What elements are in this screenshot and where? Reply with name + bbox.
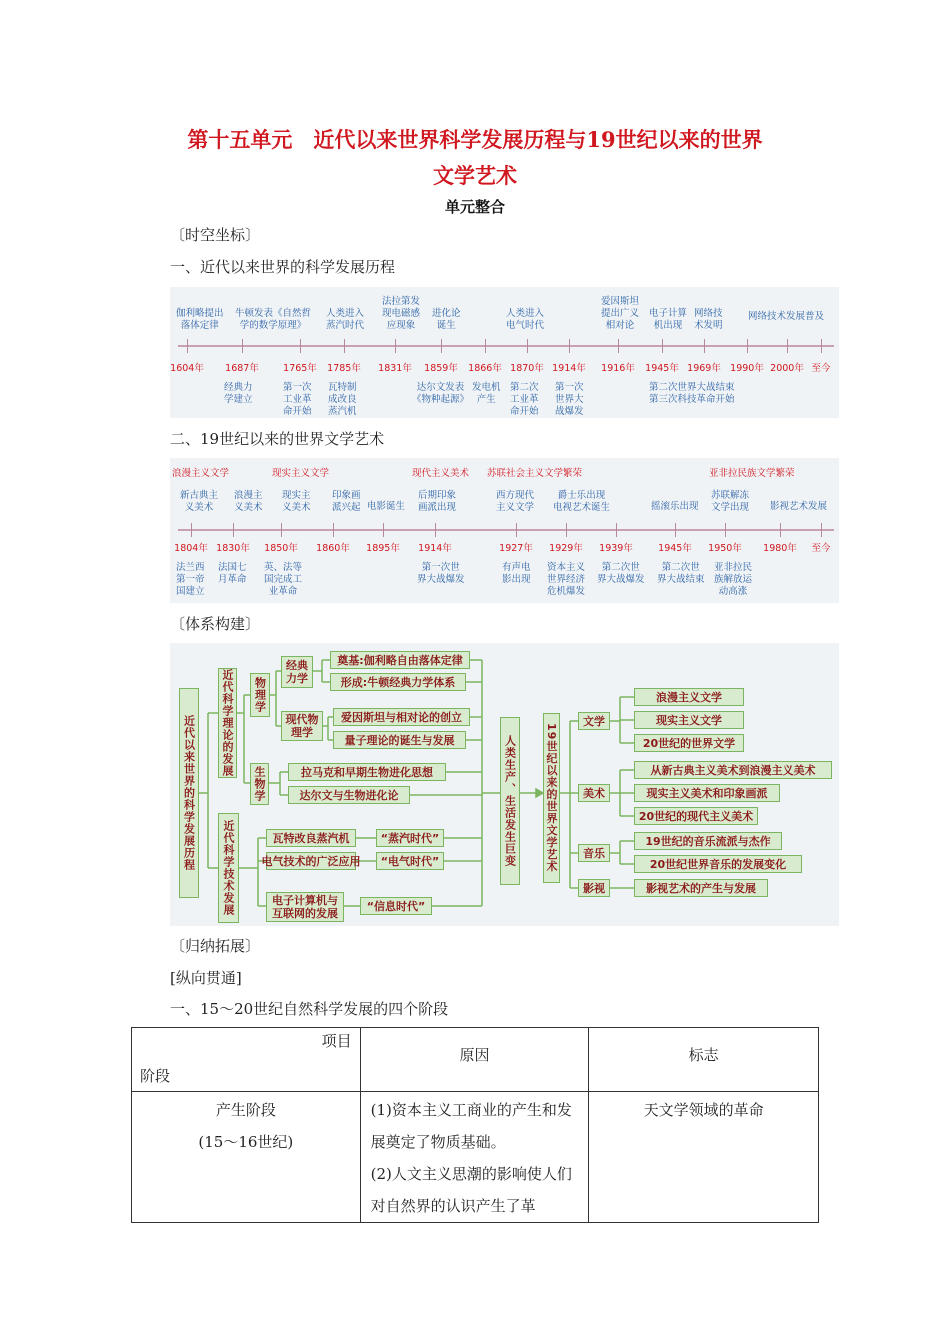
section-four-stages: 一、15～20世纪自然科学发展的四个阶段 bbox=[170, 1000, 449, 1018]
timeline-event-bottom: 第一次世 界大战爆发 bbox=[417, 562, 465, 585]
diagram-film-art: 影视艺术的产生与发展 bbox=[634, 879, 768, 897]
timeline-tick bbox=[569, 339, 570, 353]
timeline-year: 至今 bbox=[811, 363, 831, 374]
diagram-modernist-art: 20世纪的现代主义美术 bbox=[634, 807, 758, 825]
system-diagram bbox=[170, 643, 839, 926]
timeline-event-top: 伽利略提出 落体定律 bbox=[176, 308, 224, 331]
timeline-event-bottom: 第二次世界大战结束 第三次科技革命开始 bbox=[649, 382, 735, 405]
timeline-event-bottom: 瓦特制 成改良 蒸汽机 bbox=[328, 382, 357, 417]
table-header-stage: 阶段 bbox=[140, 1067, 171, 1085]
timeline-year: 1969年 bbox=[687, 363, 721, 374]
timeline-axis bbox=[178, 345, 834, 347]
section-shikong: 〔时空坐标〕 bbox=[170, 226, 261, 244]
timeline-event-top: 西方现代 主义文学 bbox=[496, 490, 535, 513]
diagram-20c-music: 20世纪世界音乐的发展变化 bbox=[634, 855, 802, 873]
reason-1: (1)资本主义工商业的产生和发展奠定了物质基础。 bbox=[370, 1101, 572, 1151]
diagram-lamarck: 拉马克和早期生物进化思想 bbox=[288, 763, 446, 781]
stage-name: 产生阶段 bbox=[215, 1101, 276, 1119]
table-row bbox=[132, 1092, 819, 1223]
diagram-neoclassical-art: 从新古典主义美术到浪漫主义美术 bbox=[634, 761, 832, 779]
timeline-tick bbox=[662, 339, 663, 353]
diagram-steam-age: “蒸汽时代” bbox=[376, 829, 444, 847]
timeline-event-top: 新古典主 义美术 bbox=[180, 490, 219, 513]
timeline-category: 浪漫主义文学 bbox=[172, 468, 230, 479]
timeline-year: 1831年 bbox=[378, 363, 412, 374]
timeline-tick bbox=[675, 523, 676, 537]
diagram-electric-age: “电气时代” bbox=[376, 852, 444, 870]
timeline-tick bbox=[441, 339, 442, 353]
timeline-event-top: 现实主 义美术 bbox=[282, 490, 311, 513]
section-guina: 〔归纳拓展〕 bbox=[170, 937, 261, 955]
literature-art-timeline bbox=[170, 458, 839, 603]
timeline-tick bbox=[527, 339, 528, 353]
timeline-event-top: 牛顿发表《自然哲 学的数学原理》 bbox=[235, 308, 312, 331]
diagram-watt: 瓦特改良蒸汽机 bbox=[266, 829, 356, 847]
timeline-event-top: 印象画 派兴起 bbox=[332, 490, 361, 513]
timeline-event-bottom: 第一次 世界大 战爆发 bbox=[555, 382, 584, 417]
timeline-tick bbox=[300, 339, 301, 353]
timeline-year: 1604年 bbox=[170, 363, 204, 374]
timeline-tick bbox=[281, 523, 282, 537]
timeline-event-top: 网络技 术发明 bbox=[694, 308, 723, 331]
timeline-tick bbox=[821, 523, 822, 537]
timeline-event-top: 人类进入 电气时代 bbox=[506, 308, 545, 331]
diagram-quantum: 量子理论的诞生与发展 bbox=[333, 731, 466, 749]
timeline-event-top: 摇滚乐出现 bbox=[651, 501, 699, 512]
timeline-tick bbox=[566, 523, 567, 537]
section-zongxiang: [纵向贯通] bbox=[170, 969, 242, 987]
timeline-year: 1860年 bbox=[316, 543, 350, 554]
timeline-event-top: 浪漫主 义美术 bbox=[234, 490, 263, 513]
timeline-event-top: 人类进入 蒸汽时代 bbox=[326, 308, 365, 331]
timeline-year: 1916年 bbox=[601, 363, 635, 374]
diagram-einstein: 爱因斯坦与相对论的创立 bbox=[333, 708, 470, 726]
timeline-tick bbox=[333, 523, 334, 537]
timeline-year: 1866年 bbox=[468, 363, 502, 374]
diagram-root-science: 近代以来世界的科学发展历程 bbox=[179, 688, 199, 898]
timeline-year: 1914年 bbox=[418, 543, 452, 554]
stages-table bbox=[131, 1027, 819, 1223]
timeline-category: 亚非拉民族文学繁荣 bbox=[709, 468, 795, 479]
timeline-event-bottom: 第二次 工业革 命开始 bbox=[510, 382, 539, 417]
timeline-year: 1765年 bbox=[283, 363, 317, 374]
timeline-event-top: 后期印象 画派出现 bbox=[418, 490, 457, 513]
timeline-event-bottom: 达尔文发表 《物种起源》 bbox=[412, 382, 470, 405]
timeline-category: 现代主义美术 bbox=[412, 468, 470, 479]
timeline-year: 1895年 bbox=[366, 543, 400, 554]
timeline-event-bottom: 法兰西 第一帝 国建立 bbox=[176, 562, 205, 597]
timeline-tick bbox=[485, 339, 486, 353]
timeline-tick bbox=[395, 339, 396, 353]
timeline-year: 1859年 bbox=[424, 363, 458, 374]
timeline-year: 1804年 bbox=[174, 543, 208, 554]
timeline-event-top: 法拉第发 现电磁感 应现象 bbox=[382, 296, 421, 331]
diagram-realist-lit: 现实主义文学 bbox=[634, 711, 744, 729]
timeline-event-bottom: 亚非拉民 族解放运 动高涨 bbox=[714, 562, 753, 597]
diagram-info-age: “信息时代” bbox=[360, 897, 432, 915]
timeline-year: 1914年 bbox=[552, 363, 586, 374]
timeline-year: 1785年 bbox=[327, 363, 361, 374]
timeline-tick bbox=[383, 523, 384, 537]
timeline-category: 苏联社会主义文学繁荣 bbox=[487, 468, 583, 479]
diagram-literature: 文学 bbox=[578, 712, 610, 730]
timeline-event-bottom: 资本主义 世界经济 危机爆发 bbox=[547, 562, 586, 597]
timeline-event-top: 电影诞生 bbox=[367, 501, 406, 512]
timeline-event-bottom: 经典力 学建立 bbox=[224, 382, 253, 405]
diagram-root-literature-art: 19世纪以来的世界文学艺术 bbox=[543, 713, 560, 883]
table-header-diagonal bbox=[132, 1028, 361, 1092]
timeline-year: 1939年 bbox=[599, 543, 633, 554]
timeline-year: 1980年 bbox=[763, 543, 797, 554]
timeline-year: 1687年 bbox=[225, 363, 259, 374]
timeline-event-top: 爱因斯坦 提出广义 相对论 bbox=[601, 296, 640, 331]
diagram-19c-music: 19世纪的音乐流派与杰作 bbox=[634, 832, 782, 850]
timeline-tick bbox=[780, 523, 781, 537]
diagram-20c-lit: 20世纪的世界文学 bbox=[634, 734, 744, 752]
timeline-category: 现实主义文学 bbox=[272, 468, 330, 479]
timeline-tick bbox=[787, 339, 788, 353]
timeline-year: 1870年 bbox=[510, 363, 544, 374]
timeline-tick bbox=[516, 523, 517, 537]
timeline-year: 1929年 bbox=[549, 543, 583, 554]
timeline-year: 1927年 bbox=[499, 543, 533, 554]
timeline-year: 1830年 bbox=[216, 543, 250, 554]
reason-2: (2)人文主义思潮的影响使人们对自然界的认识产生了革 bbox=[370, 1165, 572, 1215]
timeline-year: 1945年 bbox=[645, 363, 679, 374]
timeline-tick bbox=[616, 523, 617, 537]
timeline-year: 至今 bbox=[811, 543, 831, 554]
table-cell-reason bbox=[360, 1092, 589, 1223]
diagram-physics: 物理学 bbox=[250, 673, 270, 717]
timeline-event-bottom: 有声电 影出现 bbox=[502, 562, 531, 585]
timeline-tick bbox=[233, 523, 234, 537]
timeline-year: 1950年 bbox=[708, 543, 742, 554]
timeline-year: 1945年 bbox=[658, 543, 692, 554]
diagram-darwin: 达尔文与生物进化论 bbox=[288, 786, 410, 804]
timeline-tick bbox=[618, 339, 619, 353]
table-cell-mark: 天文学领域的革命 bbox=[589, 1092, 819, 1223]
timeline-event-bottom: 英、法等 国完成工 业革命 bbox=[264, 562, 303, 597]
timeline-tick bbox=[187, 339, 188, 353]
diagram-science-tech: 近代科学技术发展 bbox=[218, 813, 239, 923]
section-tixi: 〔体系构建〕 bbox=[170, 615, 261, 633]
section-literature-art: 二、19世纪以来的世界文学艺术 bbox=[170, 430, 385, 448]
timeline-tick bbox=[725, 523, 726, 537]
diagram-romantic-lit: 浪漫主义文学 bbox=[634, 688, 744, 706]
table-cell-stage bbox=[132, 1092, 361, 1223]
timeline-event-bottom: 第一次 工业革 命开始 bbox=[283, 382, 312, 417]
timeline-axis bbox=[178, 529, 834, 531]
science-timeline bbox=[170, 287, 839, 418]
stage-period: (15～16世纪) bbox=[198, 1133, 294, 1151]
timeline-event-top: 进化论 诞生 bbox=[432, 308, 461, 331]
table-header-item: 项目 bbox=[321, 1032, 352, 1050]
timeline-year: 2000年 bbox=[770, 363, 804, 374]
timeline-event-top: 苏联解冻 文学出现 bbox=[711, 490, 750, 513]
timeline-event-bottom: 法国七 月革命 bbox=[218, 562, 247, 585]
timeline-tick bbox=[704, 339, 705, 353]
timeline-event-top: 影视艺术发展 bbox=[770, 501, 828, 512]
diagram-science-theory: 近代科学理论的发展 bbox=[218, 668, 237, 778]
section-science-history: 一、近代以来世界的科学发展历程 bbox=[170, 258, 396, 276]
timeline-event-bottom: 第二次世 界大战爆发 bbox=[597, 562, 645, 585]
timeline-tick bbox=[191, 523, 192, 537]
timeline-event-bottom: 发电机 产生 bbox=[472, 382, 501, 405]
diagram-electric-tech: 电气技术的广泛应用 bbox=[266, 852, 356, 870]
diagram-music: 音乐 bbox=[578, 844, 610, 862]
timeline-event-top: 网络技术发展普及 bbox=[748, 311, 825, 322]
diagram-biology: 生物学 bbox=[250, 763, 269, 805]
diagram-realist-art: 现实主义美术和印象画派 bbox=[634, 784, 780, 802]
page-title-line2: 文学艺术 bbox=[433, 163, 517, 188]
diagram-classical-mechanics: 经典力学 bbox=[281, 656, 313, 688]
diagram-galileo: 奠基:伽利略自由落体定律 bbox=[330, 651, 470, 669]
timeline-event-bottom: 第二次世 界大战结束 bbox=[657, 562, 705, 585]
diagram-fine-art: 美术 bbox=[578, 784, 610, 802]
table-header-mark: 标志 bbox=[589, 1028, 819, 1092]
diagram-computer-internet: 电子计算机与互联网的发展 bbox=[266, 892, 344, 922]
timeline-tick bbox=[344, 339, 345, 353]
timeline-tick bbox=[435, 523, 436, 537]
diagram-film: 影视 bbox=[578, 879, 610, 897]
diagram-modern-physics: 现代物理学 bbox=[281, 711, 323, 741]
timeline-event-top: 爵士乐出现 电视艺术诞生 bbox=[553, 490, 611, 513]
page-subtitle: 单元整合 bbox=[444, 198, 505, 216]
page-title-line1: 第十五单元 近代以来世界科学发展历程与19世纪以来的世界 bbox=[187, 127, 763, 152]
timeline-tick bbox=[747, 339, 748, 353]
timeline-event-top: 电子计算 机出现 bbox=[649, 308, 688, 331]
timeline-tick bbox=[242, 339, 243, 353]
diagram-life-change: 人类生产、生活发生巨变 bbox=[500, 717, 520, 885]
table-header-reason: 原因 bbox=[360, 1028, 589, 1092]
timeline-tick bbox=[821, 339, 822, 353]
timeline-year: 1850年 bbox=[264, 543, 298, 554]
table-header-row bbox=[132, 1028, 819, 1092]
timeline-year: 1990年 bbox=[730, 363, 764, 374]
diagram-newton: 形成:牛顿经典力学体系 bbox=[330, 673, 466, 691]
